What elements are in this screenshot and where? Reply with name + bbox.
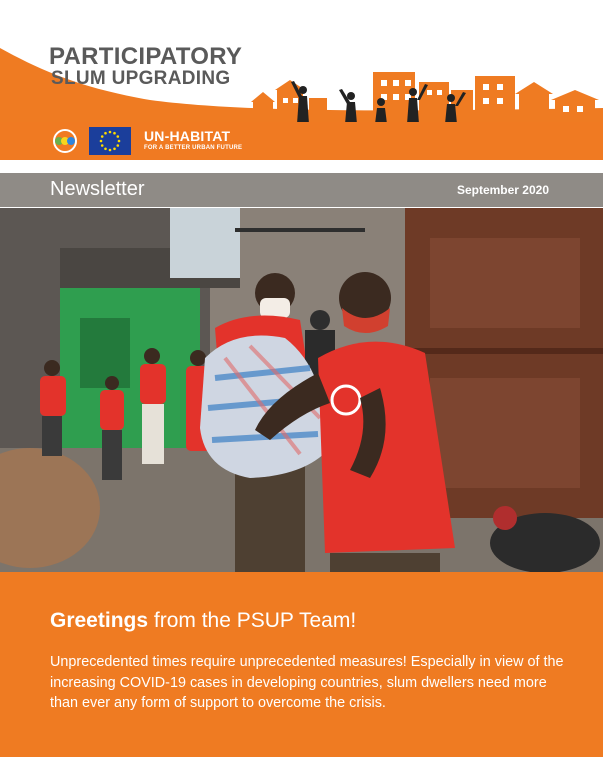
- masthead: [0, 0, 603, 165]
- partner-logos-band: [0, 122, 603, 160]
- volunteers-distributing-aid-illustration: [0, 208, 603, 572]
- city-skyline-illustration: [243, 62, 603, 124]
- greeting-heading-rest: from the PSUP Team!: [148, 609, 357, 632]
- un-habitat-tagline: FOR A BETTER URBAN FUTURE: [144, 145, 243, 151]
- greeting-heading-bold: Greetings: [50, 609, 149, 632]
- publication-title-line1: PARTICIPATORY: [49, 43, 243, 70]
- un-habitat-logo-text: UN-HABITAT: [144, 128, 231, 144]
- greeting-section: [0, 572, 603, 757]
- eu-flag-icon: [89, 127, 131, 155]
- cover-photo: [0, 208, 603, 572]
- greeting-body: Unprecedented times require unprecedented measures! Especially in view of the increasing COVID-19 cases in developing countries, slum dwellers need more than ever any form of support to overcome the crisis.: [50, 654, 564, 711]
- newsletter-label: Newsletter: [50, 178, 145, 200]
- issue-date: September 2020: [456, 183, 549, 197]
- greeting-heading: [50, 609, 356, 633]
- acp-logo-icon: [50, 128, 80, 154]
- publication-title-line2: SLUM UPGRADING: [51, 68, 231, 89]
- newsletter-bar: [0, 173, 603, 207]
